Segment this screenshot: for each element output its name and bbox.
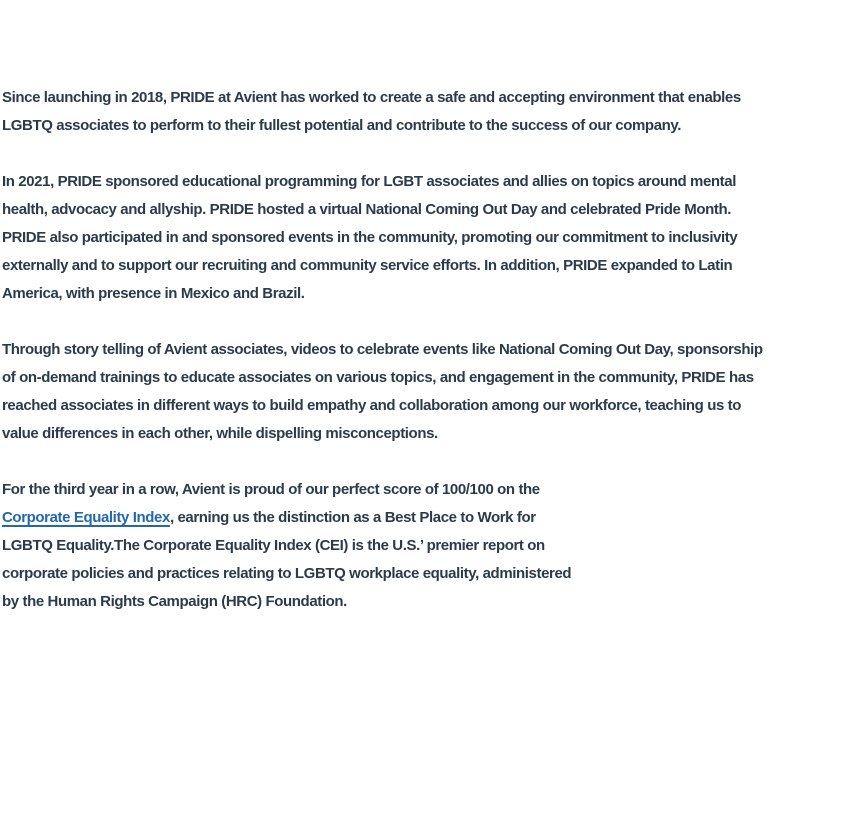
text-line: America, with presence in Mexico and Brazil. xyxy=(2,285,305,302)
text-line: corporate policies and practices relating to LGBTQ workplace equality, administered xyxy=(2,565,572,582)
paragraph-2021-activities xyxy=(2,168,847,308)
text-line: For the third year in a row, Avient is proud of our perfect score of 100/100 on the xyxy=(2,481,540,498)
text-line: health, advocacy and allyship. PRIDE hosted a virtual National Coming Out Day and celebrated Pride Month. xyxy=(2,201,731,218)
text-line: LGBTQ associates to perform to their fullest potential and contribute to the success of our company. xyxy=(2,117,681,134)
text-line: Through story telling of Avient associates, videos to celebrate events like National Coming Out Day, sponsorship xyxy=(2,341,763,358)
text-line: LGBTQ Equality.The Corporate Equality Index (CEI) is the U.S.’ premier report on xyxy=(2,537,545,554)
text-line: In 2021, PRIDE sponsored educational programming for LGBT associates and allies on topics around mental xyxy=(2,173,736,190)
text-line: of on-demand trainings to educate associates on various topics, and engagement in the community, PRIDE has xyxy=(2,369,754,386)
paragraph-intro xyxy=(2,84,847,140)
text-line: by the Human Rights Campaign (HRC) Foundation. xyxy=(2,593,347,610)
text-line: reached associates in different ways to build empathy and collaboration among our workforce, teaching us to xyxy=(2,397,742,414)
text-line xyxy=(2,504,847,532)
paragraph-storytelling xyxy=(2,336,847,448)
text-line: Since launching in 2018, PRIDE at Avient has worked to create a safe and accepting environment that enables xyxy=(2,89,741,106)
text-after-link: , earning us the distinction as a Best Place to Work for xyxy=(169,509,536,526)
text-line: value differences in each other, while dispelling misconceptions. xyxy=(2,425,438,442)
text-line: externally and to support our recruiting and community service efforts. In addition, PRIDE expanded to Latin xyxy=(2,257,733,274)
text-line: PRIDE also participated in and sponsored events in the community, promoting our commitment to inclusivity xyxy=(2,229,738,246)
corporate-equality-index-link[interactable]: Corporate Equality Index xyxy=(2,509,170,526)
paragraph-cei xyxy=(2,476,847,616)
